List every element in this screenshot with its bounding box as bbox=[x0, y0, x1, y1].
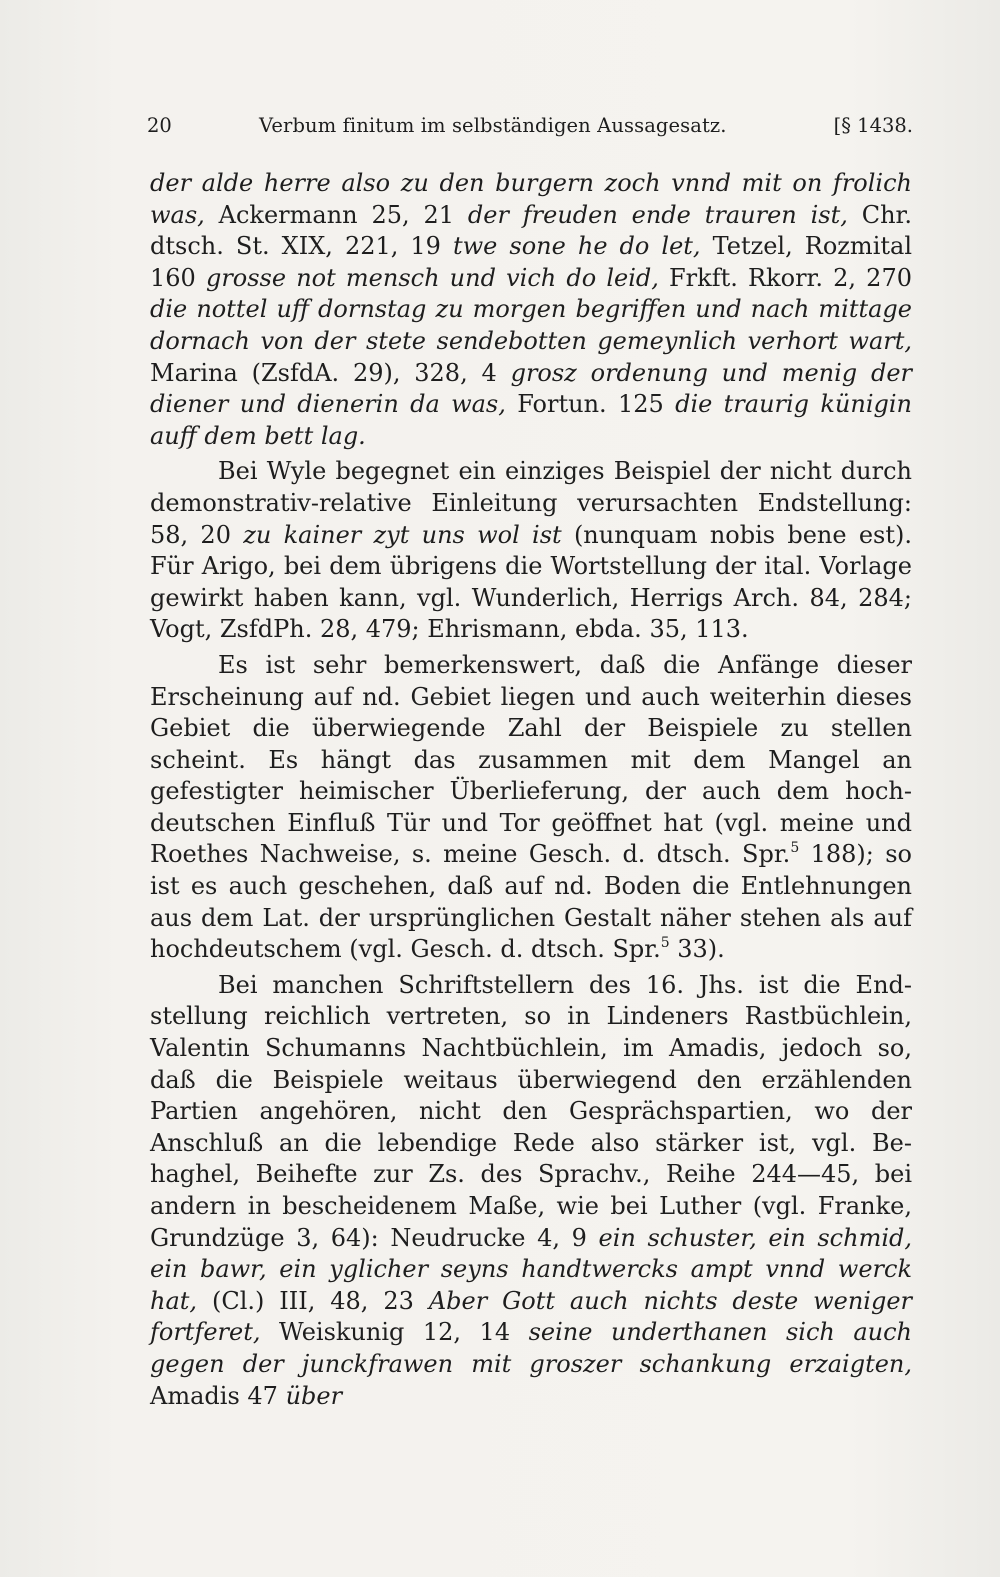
text-segment: Bei manchen Schriftstellern des 16. Jhs. ist die Endstellung reichlich vertreten, so in Lindeners Rastbüchlein, Valentin Schumanns Nachtbüchlein, im Amadis, jedoch so, daß die Beispiele weitaus überwiegend den erzählenden Partien angehören, nicht den Gesprächspartien, wo der Anschluß an die lebendige Rede also stärker ist, vgl. Behaghel, Beihefte zur Zs. des Sprachv., Reihe 244—45, bei andern in bescheidenem Maße, wie bei Luther (vgl. Franke, Grundzüge 3, 64): Neudrucke 4, 9 bbox=[150, 970, 912, 1252]
text-segment: Es ist sehr bemerkenswert, daß die Anfänge dieser Erscheinung auf nd. Gebiet liegen und auch weiterhin dieses Gebiet die überwiegende Zahl der Beispiele zu stellen scheint. Es hängt das zusammen mit dem Mangel an gefestigter heimischer Überlieferung, der auch dem hochdeutschen Einfluß Tür und Tor geöffnet hat (vgl. meine und Roethes Nachweise, s. meine Gesch. d. dtsch. Spr. bbox=[150, 650, 912, 869]
running-header bbox=[147, 114, 913, 144]
paragraph bbox=[150, 970, 912, 1412]
quoted-example: Aber Gott auch nichts deste weniger fortferet, bbox=[150, 1286, 912, 1347]
quoted-example: twe sone he do let, bbox=[452, 232, 701, 261]
edition-superscript: 5 bbox=[790, 840, 800, 857]
text-segment: Frkft. Rkorr. 2, 270 bbox=[658, 263, 912, 292]
text-segment: Weiskunig 12, 14 bbox=[260, 1318, 529, 1347]
text-segment: Marina (ZsfdA. 29), 328, 4 bbox=[150, 358, 511, 387]
quoted-example: die traurig künigin auff dem bett lag. bbox=[150, 390, 912, 450]
quoted-example: ein schuster, ein schmid, ein bawr, ein yglicher seyns handtwercks ampt vnnd werck hat, bbox=[150, 1223, 913, 1315]
quoted-example: zu kainer zyt uns wol ist bbox=[243, 520, 562, 549]
text-segment: Bei Wyle begegnet ein einziges Beispiel der nicht durch demonstrativ-relative Einleitung verursachten Endstellung: 58, 20 bbox=[150, 457, 912, 549]
body-text bbox=[150, 168, 912, 1412]
paragraph bbox=[150, 650, 912, 966]
quoted-example: über bbox=[285, 1381, 343, 1410]
quoted-example: der alde herre also zu den burgern zoch vnnd mit on frolich was, bbox=[150, 169, 912, 229]
section-number: [§ 1438. bbox=[833, 114, 913, 137]
text-segment: 188); so ist es auch geschehen, daß auf nd. Boden die Entlehnungen aus dem Lat. der ursprünglichen Gestalt näher stehen als auf hochdeutschem (vgl. Gesch. d. dtsch. Spr. bbox=[150, 840, 913, 964]
quoted-example: die nottel uff dornstag zu morgen begriffen und nach mittage dornach von der stete sendebotten gemeynlich verhort wart, bbox=[150, 295, 912, 355]
text-segment: Chr. dtsch. St. XIX, 221, 19 bbox=[150, 200, 912, 261]
quoted-example: der freuden ende trauren ist, bbox=[467, 200, 848, 229]
quoted-example: grosz ordenung und menig der diener und dienerin da was, bbox=[150, 358, 912, 419]
text-segment: Tetzel, Rozmital 160 bbox=[150, 232, 912, 292]
text-segment: (nunquam nobis bene est). Für Arigo, bei dem übrigens die Wortstellung der ital. Vorlage gewirkt haben kann, vgl. Wunderlich, Herrigs Arch. 84, 284; Vogt, ZsfdPh. 28, 479; Ehrismann, ebda. 35, 113. bbox=[150, 520, 912, 644]
running-title: Verbum finitum im selbständigen Aussagesatz. bbox=[259, 114, 727, 137]
page-number: 20 bbox=[147, 114, 172, 137]
quoted-example: seine underthanen sich auch gegen der junckfrawen mit groszer schankung erzaigten, bbox=[150, 1318, 913, 1378]
quoted-example: grosse not mensch und vich do leid, bbox=[205, 263, 659, 292]
text-segment: 33). bbox=[669, 935, 725, 964]
paragraph bbox=[150, 168, 912, 452]
text-segment: Fortun. 125 bbox=[505, 390, 676, 419]
paragraph bbox=[150, 456, 912, 646]
text-segment: Amadis 47 bbox=[150, 1381, 286, 1410]
edition-superscript: 5 bbox=[660, 935, 670, 952]
text-segment: Ackermann 25, 21 bbox=[204, 200, 468, 229]
text-segment: (Cl.) III, 48, 23 bbox=[197, 1286, 429, 1315]
